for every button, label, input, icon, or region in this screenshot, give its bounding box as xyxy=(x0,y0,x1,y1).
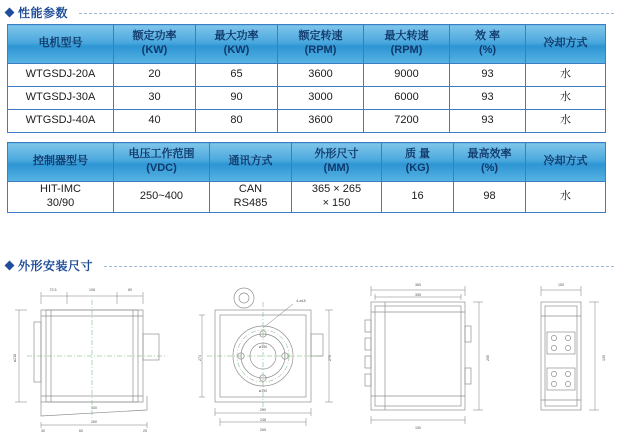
dimension-label: 72.5 xyxy=(49,288,57,292)
column-header-cooling xyxy=(526,143,606,182)
dimension-label: 274 xyxy=(198,355,202,361)
column-header-max-power xyxy=(196,25,278,64)
dimension-label: 80 xyxy=(128,288,132,292)
section-title-performance: 性能参数 xyxy=(18,6,69,20)
cell-text: 250~400 xyxy=(139,189,184,202)
dimension-label: 265 xyxy=(486,355,490,361)
column-header-efficiency xyxy=(450,25,526,64)
header-divider-rule xyxy=(104,266,614,267)
table-header-row xyxy=(8,143,606,182)
table-row xyxy=(8,110,606,133)
cell-weight xyxy=(382,182,454,213)
end-section-drawing xyxy=(197,276,337,434)
header-text: 质 量 xyxy=(404,148,431,161)
header-text: 最大功率 xyxy=(214,30,259,43)
header-text: 额定功率 xyxy=(132,30,177,43)
column-header-weight xyxy=(382,143,454,182)
cell-subtext: RS485 xyxy=(233,196,268,209)
column-header-max-efficiency xyxy=(454,143,526,182)
header-text: 电机型号 xyxy=(38,37,83,50)
header-text: 电压工作范围 xyxy=(128,148,195,161)
table-row xyxy=(8,182,606,213)
cell-rated-power: 30 xyxy=(114,87,196,110)
header-subtext: (RPM) xyxy=(390,44,423,56)
header-subtext: (%) xyxy=(478,44,497,56)
diamond-bullet-icon xyxy=(5,261,15,271)
cell-controller-model xyxy=(8,182,114,213)
column-header-motor-model xyxy=(8,25,114,64)
cell-cooling: 水 xyxy=(526,110,606,133)
cell-cooling: 水 xyxy=(526,87,606,110)
header-subtext: (KW) xyxy=(223,44,250,56)
cell-text: 98 xyxy=(483,189,496,202)
cell-max-power: 90 xyxy=(196,87,278,110)
cell-max-speed: 9000 xyxy=(364,64,450,87)
header-subtext: (KG) xyxy=(405,162,430,174)
dimension-label: 260 xyxy=(91,420,97,424)
dimension-label: 30 xyxy=(41,429,45,433)
cell-max-power: 80 xyxy=(196,110,278,133)
cell-text: 365 × 265 xyxy=(311,183,362,195)
column-header-rated-speed xyxy=(278,25,364,64)
dimension-label: 248 xyxy=(260,418,266,422)
controller-spec-table xyxy=(7,142,606,213)
section-header-performance xyxy=(0,4,620,21)
dimension-label: ø190 xyxy=(258,389,268,393)
header-text: 冷却方式 xyxy=(543,155,588,168)
dimension-label: 330 xyxy=(91,406,97,410)
header-subtext: (%) xyxy=(480,162,499,174)
column-header-controller-model xyxy=(8,143,114,182)
cell-rated-speed: 3600 xyxy=(278,110,364,133)
header-text: 额定转速 xyxy=(298,30,343,43)
cell-text: 水 xyxy=(560,189,571,202)
header-text: 效 率 xyxy=(474,30,501,43)
cell-rated-power: 40 xyxy=(114,110,196,133)
dimension-label: 355 xyxy=(415,293,421,297)
column-header-dimensions xyxy=(292,143,382,182)
cell-text: CAN xyxy=(238,183,263,195)
header-text: 通讯方式 xyxy=(228,155,273,168)
column-header-voltage-range xyxy=(114,143,210,182)
cell-max-power: 65 xyxy=(196,64,278,87)
column-header-max-speed xyxy=(364,25,450,64)
header-text: 冷却方式 xyxy=(543,37,588,50)
controller-side-drawing xyxy=(345,276,495,434)
cell-voltage-range xyxy=(114,182,210,213)
motor-spec-table xyxy=(7,24,606,133)
cell-max-speed: 6000 xyxy=(364,87,450,110)
column-header-communication xyxy=(210,143,292,182)
cell-motor-model: WTGSDJ-40A xyxy=(8,110,114,133)
cell-text: HIT-IMC xyxy=(40,183,81,195)
cell-max-efficiency xyxy=(454,182,526,213)
dimension-label: 365 xyxy=(415,283,421,287)
technical-drawing-panel xyxy=(7,276,611,434)
section-title-dimensions: 外形安装尺寸 xyxy=(18,259,94,273)
cell-efficiency: 93 xyxy=(450,64,526,87)
cell-dimensions xyxy=(292,182,382,213)
cell-motor-model: WTGSDJ-30A xyxy=(8,87,114,110)
cell-max-speed: 7200 xyxy=(364,110,450,133)
diamond-bullet-icon xyxy=(5,8,15,18)
cell-motor-model: WTGSDJ-20A xyxy=(8,64,114,87)
dimension-label: ø130 xyxy=(258,345,268,349)
table-row xyxy=(8,87,606,110)
dimension-label: 276 xyxy=(328,355,332,361)
dimension-label: 25 xyxy=(143,429,147,433)
header-subtext: (MM) xyxy=(323,162,350,174)
header-text: 最大转速 xyxy=(384,30,429,43)
cell-subtext: 30/90 xyxy=(46,196,75,209)
dimension-label: 200 xyxy=(260,408,266,412)
cell-cooling xyxy=(526,182,606,213)
cell-subtext: × 150 xyxy=(322,196,351,209)
column-header-cooling xyxy=(526,25,606,64)
column-header-rated-power xyxy=(114,25,196,64)
front-elevation-drawing xyxy=(7,276,193,434)
header-text: 最高效率 xyxy=(467,148,512,161)
header-text: 外形尺寸 xyxy=(314,148,359,161)
header-subtext: (KW) xyxy=(141,44,168,56)
cell-rated-power: 20 xyxy=(114,64,196,87)
table-row xyxy=(8,64,606,87)
cell-text: 16 xyxy=(411,189,424,202)
dimension-label: 265 xyxy=(260,428,266,432)
dimension-label: 150 xyxy=(558,283,564,287)
header-divider-rule xyxy=(79,13,614,14)
section-header-dimensions xyxy=(0,257,620,274)
dimension-label: 4-ø18 xyxy=(296,299,306,303)
dimension-label: 60 xyxy=(79,429,83,433)
cell-rated-speed: 3000 xyxy=(278,87,364,110)
cell-communication xyxy=(210,182,292,213)
controller-top-drawing xyxy=(507,276,611,434)
header-subtext: (RPM) xyxy=(304,44,337,56)
cell-efficiency: 93 xyxy=(450,87,526,110)
header-text: 控制器型号 xyxy=(33,155,88,168)
cell-cooling: 水 xyxy=(526,64,606,87)
dimension-label: 150 xyxy=(415,426,421,430)
dimension-label: 108 xyxy=(89,288,95,292)
header-subtext: (VDC) xyxy=(146,162,177,174)
dimension-label: ø218 xyxy=(13,353,17,363)
dimension-label: 135 xyxy=(602,355,606,361)
cell-efficiency: 93 xyxy=(450,110,526,133)
table-header-row xyxy=(8,25,606,64)
cell-rated-speed: 3600 xyxy=(278,64,364,87)
